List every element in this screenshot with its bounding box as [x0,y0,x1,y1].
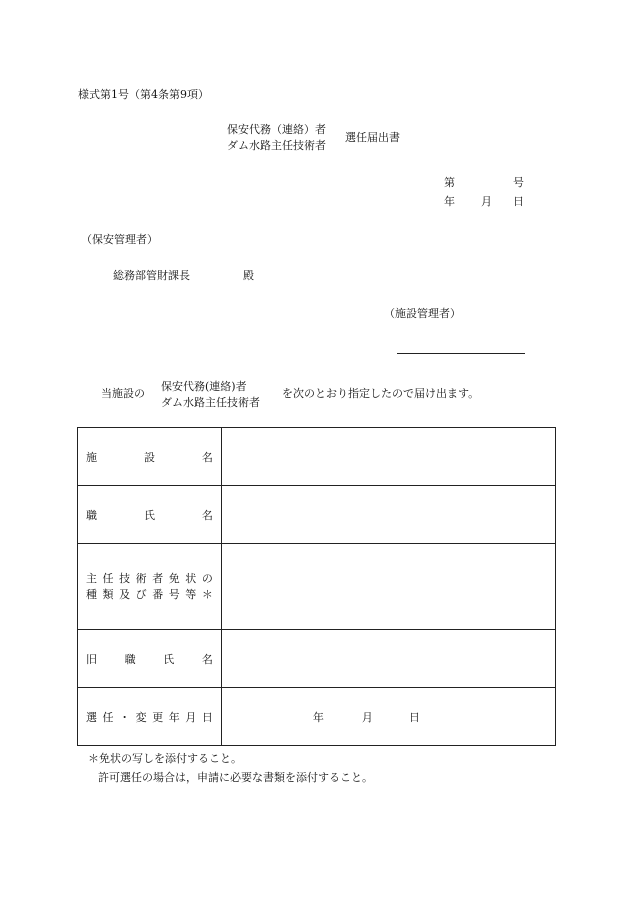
body-suffix: を次のとおり指定したので届け出ます。 [282,387,480,400]
date-year-label: 年 [312,710,324,724]
facility-manager-label: （施設管理者） [384,307,461,320]
honorific: 殿 [243,269,254,282]
body-role-line-1: 保安代務(連絡)者 [161,380,247,393]
appointment-date-label: 選 任 ・ 変 更 年 月 日 [78,688,222,746]
facility-name-field[interactable] [221,428,555,486]
body-prefix: 当施設の [101,387,145,400]
note-permit-documents: 許可選任の場合は，申請に必要な書類を添付すること。 [98,771,373,784]
safety-manager-label: （保安管理者） [81,233,158,246]
title-suffix: 選任届出書 [345,131,400,144]
appointment-date-field[interactable] [221,688,555,746]
position-name-label: 職 氏 名 [78,486,222,544]
signature-line[interactable] [397,353,525,354]
note-license-copy: ＊免状の写しを添付すること。 [88,752,242,765]
table-row [78,630,556,688]
table-row [78,688,556,746]
license-label: 主 任 技 術 者 免 状 の 種 類 及 び 番 号 等 ＊ [78,544,222,630]
date-month-label: 月 [481,195,492,208]
date-day-label: 日 [513,195,524,208]
title-line-1: 保安代務（連絡）者 [227,123,326,136]
license-field[interactable] [221,544,555,630]
position-name-field[interactable] [221,486,555,544]
form-number: 様式第1号（第4条第9項） [78,88,209,101]
table-row [78,428,556,486]
former-position-name-field[interactable] [221,630,555,688]
number-prefix: 第 [444,176,455,189]
table-row [78,544,556,630]
date-year-label: 年 [444,195,455,208]
date-day-label: 日 [408,710,420,724]
number-suffix: 号 [513,176,524,189]
table-row [78,486,556,544]
body-role-line-2: ダム水路主任技術者 [161,396,260,409]
addressee: 総務部管財課長 [113,269,190,282]
facility-name-label: 施 設 名 [78,428,222,486]
application-form-table [77,427,556,746]
date-month-label: 月 [361,710,373,724]
former-position-name-label: 旧 職 氏 名 [78,630,222,688]
title-line-2: ダム水路主任技術者 [227,139,326,152]
